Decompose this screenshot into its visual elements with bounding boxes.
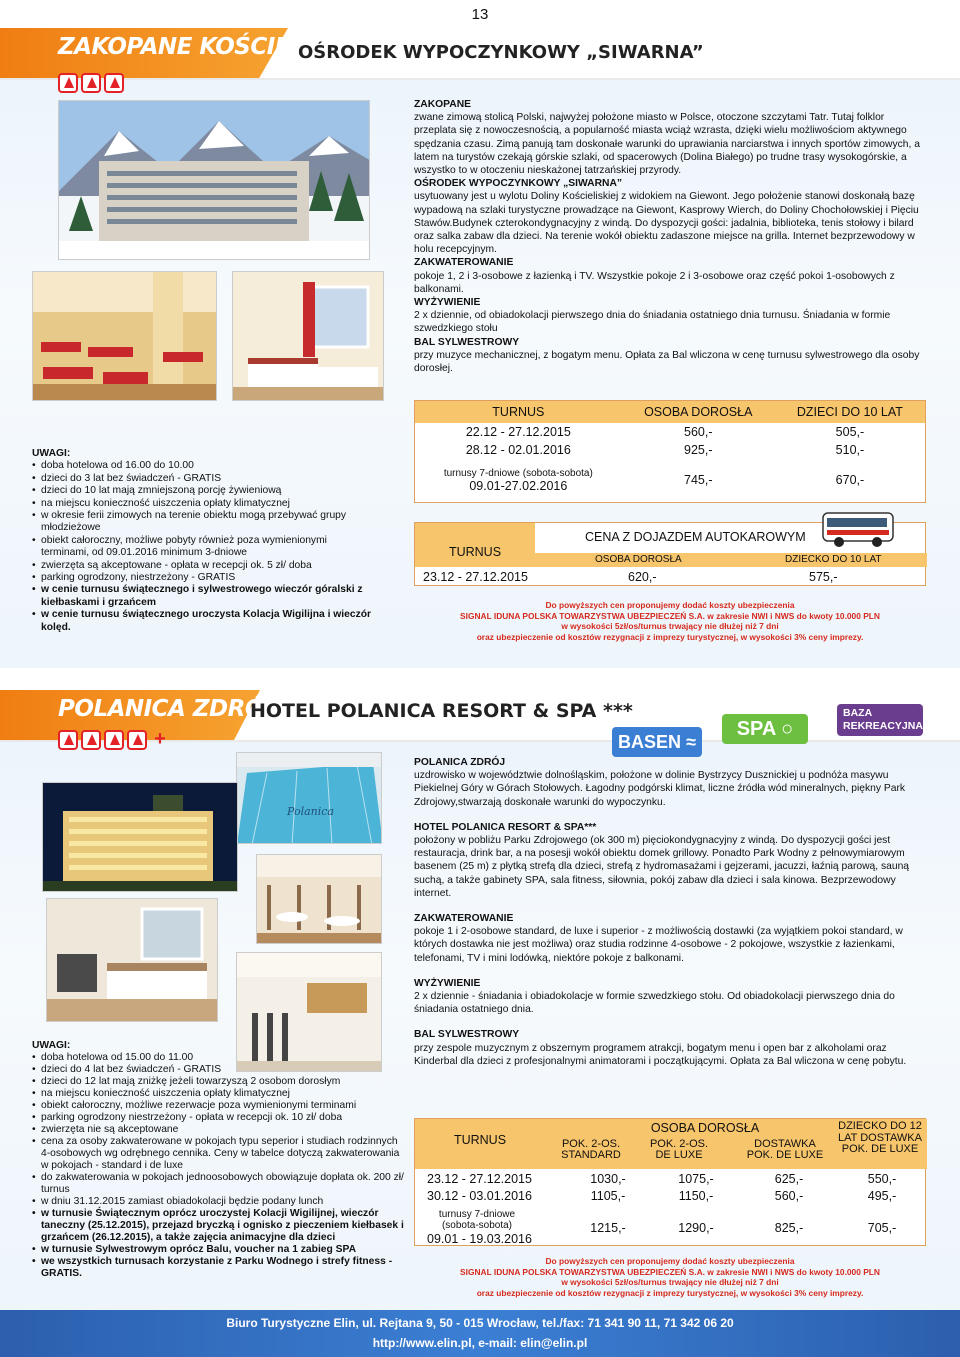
note-item: • cena za osoby zakwaterowane w pokojach typu seperior i studiach rodzinnych 4-osobowych wg odrębnego cennika. Ceny w tabelce dotyczą zakwaterowania w pokojach - standard i de luxe	[32, 1136, 404, 1172]
note-item: • do zakwaterowania w pokojach jednoosobowych obowiązuje dopłata ok. 200 zł/ turnus	[32, 1172, 404, 1196]
insurance-note: Do powyższych cen proponujemy dodać koszty ubezpieczenia SIGNAL IDUNA POLSKA TOWARZYSTWA UBEZPIECZEŃ S.A. w zakresie NWI i NWS do kwoty 10.000 PLN w wysokości 5zł/os/turnus trwający nie dłużej niż 7 dni oraz ubezpieczenie od kosztów rezygnacji z imprezy turystycznej, w wysokości 3% ceny imprezy.	[460, 1256, 880, 1298]
recreation-badge: BAZA REKREACYJNA	[837, 704, 923, 736]
note-item: • zwierzęta są akceptowane - opłata w recepcji ok. 5 zł/ doba	[32, 560, 372, 572]
desc-text: przy muzyce mechanicznej, z bogatym menu. Opłata za Bal wliczona w cenę turnusu sylwestrowego dla osoby dorosłej.	[414, 349, 920, 375]
desc-text: zwane zimową stolicą Polski, najwyżej położone miasto w Polsce, otoczone szczytami Tatr. Tutaj folklor przeplata się z nowoczesnością, a popularność miasta wciąż wzrasta, dzięki wielu możliwościom aktywnego spędzania czasu. Zimą panują tam doskonałe warunki do uprawiania narciarstwa i innych sportów zimowych, a latem na turystów czekają górskie szlaki, od spacerowych (Dolina Białego) po trudne trasy wysokogórskie, a wszystko to w otoczeniu nieskażonej tatrzańskiej przyrody.	[414, 112, 920, 177]
note-item: • doba hotelowa od 15.00 do 11.00	[32, 1052, 404, 1064]
table-header: OSOBA DOROSŁA	[650, 1121, 760, 1135]
coach-price-table: TURNUS CENA Z DOJAZDEM AUTOKAROWYM OSOBA DOROSŁA DZIECKO DO 10 LAT 23.12 - 27.12.2015 620,- 575,-	[414, 522, 926, 586]
offer-polanica	[0, 690, 960, 1310]
offer-zakopane	[0, 28, 960, 668]
table-row: 23.12 - 27.12.2015 620,- 575,-	[423, 570, 838, 584]
ship-icon	[81, 730, 101, 750]
hotel-room-photo	[46, 898, 218, 1022]
desc-text: pokoje 1 i 2-osobowe standard, de luxe i superior - z możliwością dostawki (za wyjątkiem pokoi standard, w których dostawka nie jest możliwa) oraz studia rodzinne 4-osobowe - 2 pokojowe, wszystkie z łazienkami, telefonami, TV i mini lodówką, niektóre pokoje z balkonami.	[414, 926, 903, 964]
table-header: TURNUS	[415, 523, 535, 567]
desc-heading: ZAKWATEROWANIE	[414, 257, 514, 269]
ship-icon	[104, 730, 124, 750]
footer-address: Biuro Turystyczne Elin, ul. Rejtana 9, 50 - 015 Wrocław, tel./fax: 71 341 90 11, 71 342 06 20	[226, 1316, 734, 1330]
desc-text: pokoje 1, 2 i 3-osobowe z łazienką i TV. Wszystkie pokoje 2 i 3-osobowe oraz część pokoi 1-osobowych z balkonami.	[414, 270, 895, 295]
table-row: 23.12 - 27.12.2015 1030,- 1075,- 625,- 550,-	[427, 1172, 897, 1186]
room-photo	[232, 271, 384, 401]
plus-icon: +	[154, 728, 166, 750]
hotel-exterior-photo	[58, 100, 370, 260]
note-item: • na miejscu konieczność uiszczenia opłaty klimatycznej	[32, 1088, 404, 1100]
table-row: turnusy 7-dniowe (sobota-sobota) 09.01-27.02.2016 745,- 670,-	[443, 467, 865, 493]
spa-badge: SPA ○	[722, 714, 808, 744]
insurance-note: Do powyższych cen proponujemy dodać koszty ubezpieczenia SIGNAL IDUNA POLSKA TOWARZYSTWA UBEZPIECZEŃ S.A. w zakresie NWI i NWS do kwoty 10.000 PLN w wysokości 5zł/os/turnus trwający nie dłużej niż 7 dni oraz ubezpieczenie od kosztów rezygnacji z imprezy turystycznej, w wysokości 3% ceny imprezy.	[460, 600, 880, 642]
footer	[0, 1310, 960, 1357]
desc-text: usytuowany jest u wylotu Doliny Kościeliskiej z widokiem na Giewont. Jego położenie stanowi doskonałą bazę wypadową na szlaki turystyczne prowadzące na Giewont, Kasprowy Wierch, do Doliny Chochołowskiej i Pięciu Stawów.Budynek czterokondygnacyjny z windą. Do dyspozycji gości: jadalnia, biblioteka, tenis stołowy i bilard oraz salka zabaw dla dzieci. Na terenie wokół obiektu zadaszone miejsce na grilla. Internet bezprzewodowy w holu recepcyjnym.	[414, 191, 919, 256]
note-item: • dzieci do 3 lat bez świadczeń - GRATIS	[32, 473, 372, 485]
table-header: DOSTAWKA POK. DE LUXE	[746, 1138, 824, 1161]
pool-badge: BASEN ≈	[612, 727, 702, 757]
dining-room-photo	[32, 271, 217, 401]
desc-text: uzdrowisko w województwie dolnośląskim, położone w dolinie Bystrzycy Dusznickiej u podnóża masywu Piekielnej Góry w Górach Stołowych. Łagodny podgórski klimat, liczne źródła wód mineralnych, piękny Park Zdrojowy,stwarzają doskonałe warunki do wypoczynku.	[414, 770, 906, 808]
hotel-name: HOTEL POLANICA RESORT & SPA ***	[250, 700, 633, 722]
place-title: ZAKOPANE KOŚCIELISKO	[58, 34, 364, 60]
desc-heading: WYŻYWIENIE	[414, 977, 481, 989]
note-item: • obiekt całoroczny, możliwe rezerwacje poza wymienionymi terminami	[32, 1100, 404, 1112]
note-item: • dzieci do 12 lat mają zniżkę jeżeli towarzyszą 2 osobom dorosłym	[32, 1076, 404, 1088]
table-row: 30.12 - 03.01.2016 1105,- 1150,- 560,- 495,-	[427, 1189, 897, 1203]
notes-title: UWAGI:	[32, 448, 71, 459]
note-item: • zwierzęta nie są akceptowane	[32, 1124, 404, 1136]
offer-description	[414, 98, 928, 375]
price-table	[414, 1118, 926, 1246]
note-item: • w okresie ferii zimowych na terenie obiektu mogą przebywać grupy młodzieżowe	[32, 510, 372, 535]
coach-price-title: CENA Z DOJAZDEM AUTOKAROWYM	[585, 530, 806, 544]
table-header: OSOBA DOROSŁA	[644, 405, 753, 419]
place-title: POLANICA ZDRÓJ	[58, 696, 272, 722]
table-header: DZIECI DO 10 LAT	[796, 405, 903, 419]
desc-text: 2 x dziennie, od obiadokolacji pierwszego dnia do śniadania ostatniego dnia turnusu. Śniadania w formie szwedzkiego stołu	[414, 310, 891, 335]
notes-title: UWAGI:	[32, 1040, 71, 1051]
ship-icon	[58, 730, 78, 750]
offer-banner	[0, 28, 960, 80]
note-item: • w cenie turnusu świątecznego uroczysta Kolacja Wigilijna i wieczór kolęd.	[32, 609, 372, 634]
ship-icon	[81, 73, 101, 93]
note-item: • parking ogrodzony, niestrzeżony - GRATIS	[32, 572, 372, 584]
restaurant-photo	[256, 854, 382, 944]
note-item: • parking ogrodzony niestrzeżony - opłata w recepcji ok. 10 zł/ doba	[32, 1112, 404, 1124]
note-item: • dzieci do 10 lat mają zmniejszoną porcję żywieniową	[32, 485, 372, 497]
hotel-night-photo	[42, 782, 238, 892]
desc-text: 2 x dziennie - śniadania i obiadokolacje w formie szwedzkiego stołu. Od obiadokolacji pierwszego dnia do śniadania ostatniego dnia.	[414, 991, 895, 1016]
table-header: TURNUS	[492, 405, 545, 419]
table-header: POK. 2-OS. STANDARD	[561, 1138, 621, 1161]
ship-icon	[58, 73, 78, 93]
rating	[58, 730, 170, 750]
desc-text: położony w pobliżu Parku Zdrojowego (ok 300 m) pięciokondygnacyjny z windą. Do dyspozycji gości jest restauracja, drink bar, a na posesji wokół obiektu domek grillowy. Ponadto Park Wodny z pełnowymiarowym basenem (25 m) z płytką strefą dla dzieci, strefą z hydromasażami i gejzerami, jacuzzi, łaźnią parową, sauną suchą, a także gabinety SPA, sala fitness, siłownia, pokój zabaw dla dzieci i sala kinowa. Bezprzewodowy internet.	[414, 835, 910, 899]
desc-heading: ZAKOPANE	[414, 99, 472, 110]
table-header: TURNUS	[453, 1133, 507, 1147]
desc-heading: BAL SYLWESTROWY	[414, 1029, 520, 1041]
desc-heading: BAL SYLWESTROWY	[414, 336, 520, 348]
pool-sign: Polanica	[287, 805, 334, 818]
note-item: • w turnusie Świątecznym oprócz uroczystej Kolacji Wigilijnej, wieczór taneczny (25.12.2015), przejazd bryczką i ognisko z pieczeniem kiełbasek i grzańcem (26.12.2015), a także zajęcia animacyjne dla dzieci	[32, 1208, 404, 1244]
desc-heading: HOTEL POLANICA RESORT & SPA***	[414, 821, 597, 833]
table-row: 22.12 - 27.12.2015 560,- 505,-	[465, 425, 865, 439]
pool-photo	[236, 752, 382, 844]
desc-text: przy zespole muzycznym z obszernym programem atrakcji, bogatym menu i open bar z alkoholami oraz Kinderbal dla dzieci z profesjonalnymi animatorami i początkującymi. Opłata za Bal wliczona w cenę pobytu.	[414, 1042, 907, 1067]
price-table	[414, 400, 926, 503]
note-item: • dzieci do 4 lat bez świadczeń - GRATIS	[32, 1064, 404, 1076]
note-item: • w cenie turnusu świątecznego i sylwestrowego wieczór góralski z kiełbaskami i grzańcem	[32, 584, 372, 609]
footer-contact[interactable]: http://www.elin.pl, e-mail: elin@elin.pl	[372, 1336, 588, 1350]
note-item: • doba hotelowa od 16.00 do 10.00	[32, 460, 372, 472]
note-item: • w dniu 31.12.2015 zamiast obiadokolacji będzie podany lunch	[32, 1196, 404, 1208]
table-header: DZIECKO DO 12 LAT DOSTAWKA POK. DE LUXE	[838, 1120, 922, 1155]
desc-heading: OŚRODEK WYPOCZYNKOWY „SIWARNA”	[414, 178, 623, 190]
notes-list	[32, 448, 372, 634]
table-row: 28.12 - 02.01.2016 925,- 510,-	[465, 443, 865, 457]
note-item: • w turnusie Sylwestrowym oprócz Balu, voucher na 1 zabieg SPA	[32, 1244, 404, 1256]
desc-heading: ZAKWATEROWANIE	[414, 913, 514, 925]
note-item: • obiekt całoroczny, możliwe pobyty również poza wymienionymi terminami, od 09.01.2016 minimum 3-dniowe	[32, 535, 372, 560]
note-item: • we wszystkich turnusach korzystanie z Parku Wodnego i strefy fitness - GRATIS.	[32, 1256, 404, 1280]
desc-heading: WYŻYWIENIE	[414, 297, 481, 309]
hotel-name: OŚRODEK WYPOCZYNKOWY „SIWARNA”	[298, 42, 704, 63]
desc-heading: POLANICA ZDRÓJ	[414, 757, 506, 768]
ship-icon	[127, 730, 147, 750]
ship-icon	[104, 73, 124, 93]
rating	[58, 73, 124, 93]
table-row: turnusy 7-dniowe (sobota-sobota) 09.01 - 19.03.2016 1215,- 1290,- 825,- 705,-	[427, 1209, 897, 1246]
offer-description	[414, 756, 928, 1068]
notes-list	[32, 1040, 404, 1280]
note-item: • na miejscu konieczność uiszczenia opłaty klimatycznej	[32, 498, 372, 510]
page-number: 13	[471, 6, 489, 23]
table-header: POK. 2-OS. DE LUXE	[649, 1138, 709, 1161]
coach-bus-icon	[821, 509, 897, 554]
